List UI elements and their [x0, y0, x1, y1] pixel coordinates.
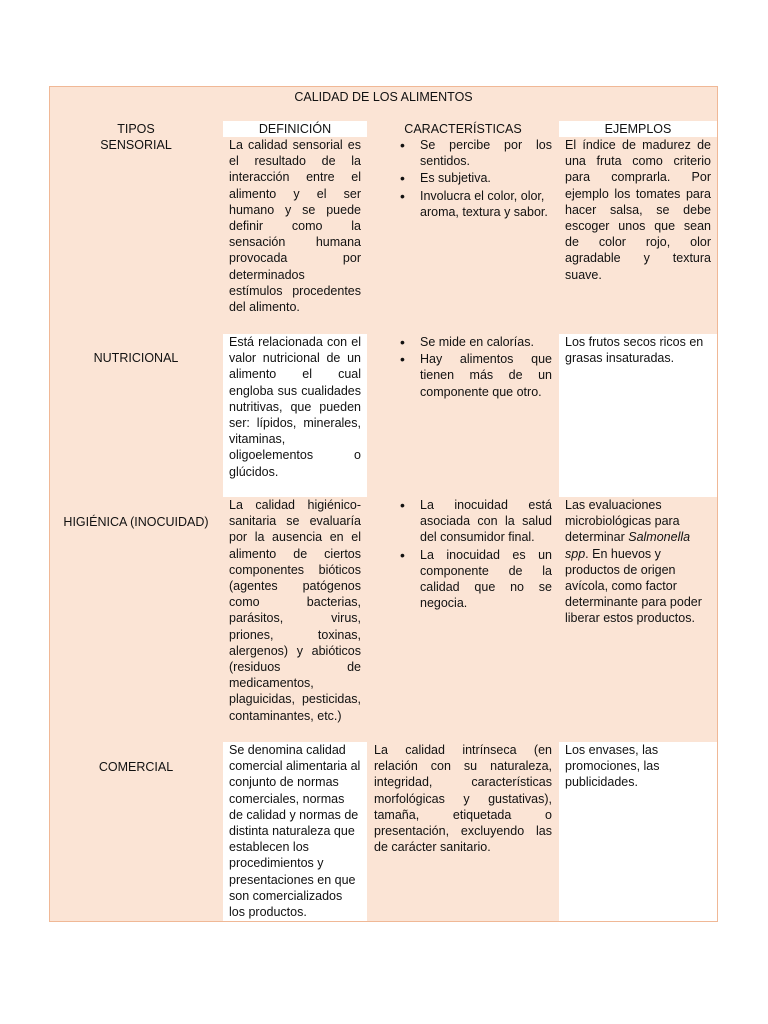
example-nutricional: Los frutos secos ricos en grasas insaturadas.	[559, 334, 717, 497]
header-definition: DEFINICIÓN	[223, 121, 367, 137]
header-characteristics: CARACTERÍSTICAS	[404, 122, 522, 136]
quality-table	[49, 86, 718, 922]
header-examples: EJEMPLOS	[559, 121, 717, 137]
characteristic-item: • La inocuidad es un componente de la calidad que no se negocia.	[396, 547, 552, 612]
example-italic-text: Salmonella spp	[565, 530, 691, 561]
characteristics-sensorial	[396, 137, 552, 221]
definition-nutricional: Está relacionada con el valor nutricional de un alimento el cual engloba sus cualidades nutritivas, que pueden ser: lípidos, minerales, vitaminas, oligoelementos o glúcidos.	[223, 334, 367, 497]
row-type-comercial: COMERCIAL	[98, 760, 174, 774]
example-text: . En huevos y productos de origen avícola, como factor determinante para poder liberar estos productos.	[565, 546, 702, 626]
characteristics-higienica	[396, 497, 552, 612]
row-type-higienica: HIGIÉNICA (INOCUIDAD)	[63, 515, 209, 529]
definition-comercial: Se denomina calidad comercial alimentaria al conjunto de normas comerciales, normas de calidad y normas de distinta naturaleza que establecen los procedimientos y presentaciones en que son comercializados los productos.	[223, 742, 367, 921]
characteristics-nutricional	[396, 334, 552, 401]
characteristic-item: • Se mide en calorías.	[396, 334, 552, 350]
header-types: TIPOS	[117, 122, 155, 136]
example-higienica	[565, 497, 711, 627]
example-text: Las evaluaciones microbiológicas para determinar	[565, 498, 680, 545]
example-sensorial: El índice de madurez de una fruta como criterio para comprarla. Por ejemplo los tomates para hacer salsa, se debe escoger unos que sean de color rojo, olor agradable y textura suave.	[565, 138, 711, 282]
example-comercial: Los envases, las promociones, las publicidades.	[559, 742, 717, 921]
characteristic-item: • La inocuidad está asociada con la salud del consumidor final.	[396, 497, 552, 546]
row-type-sensorial: SENSORIAL	[100, 138, 172, 152]
characteristics-comercial: La calidad intrínseca (en relación con su naturaleza, integridad, características morfológicas y gustativas), tamaña, etiquetada o presentación, excluyendo las de carácter sanitario.	[374, 743, 552, 855]
definition-sensorial: La calidad sensorial es el resultado de la interacción entre el alimento y el ser humano y se puede definir como la sensación humana provocada por determinados estímulos procedentes del alimento.	[229, 138, 361, 315]
characteristic-item: • Se percibe por los sentidos.	[396, 137, 552, 169]
definition-higienica: La calidad higiénico-sanitaria se evaluaría por la ausencia en el alimento de ciertos componentes bióticos (agentes patógenos como bacterias, parásitos, virus, priones, toxinas, alergenos) y abióticos (residuos de medicamentos, plaguicidas, pesticidas, contaminantes, etc.)	[229, 498, 361, 723]
table-title: CALIDAD DE LOS ALIMENTOS	[294, 90, 473, 104]
characteristic-item: • Involucra el color, olor, aroma, textura y sabor.	[396, 188, 552, 220]
characteristic-item: • Hay alimentos que tienen más de un componente que otro.	[396, 351, 552, 400]
row-type-nutricional: NUTRICIONAL	[93, 351, 179, 365]
characteristic-item: • Es subjetiva.	[396, 170, 552, 186]
